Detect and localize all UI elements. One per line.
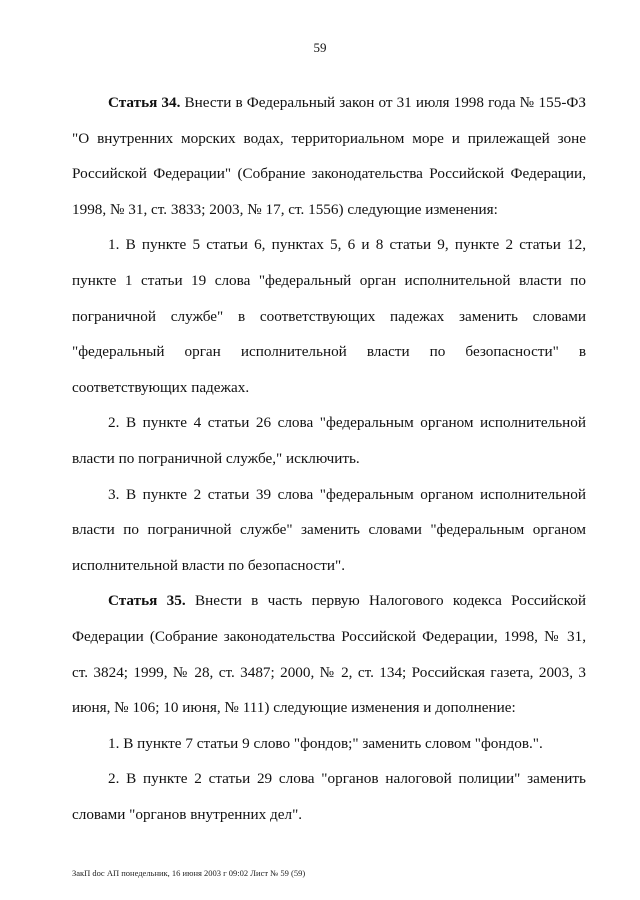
article-35-item-2-text: 2. В пункте 2 статьи 29 слова "органов налоговой полиции" заменить словами "органов внутренних дел". [72,770,586,823]
article-35-item-1-text: 1. В пункте 7 статьи 9 слово "фондов;" заменить словом "фондов.". [108,734,543,752]
article-35-item-1 [72,726,586,762]
article-34-item-1-text: 1. В пункте 5 статьи 6, пунктах 5, 6 и 8 статьи 9, пункте 2 статьи 12, пункте 1 статьи 19 слова "федеральный орган исполнительной власти по пограничной службе" в соответствующих падежах заменить словами "федеральный орган исполнительной власти по безопасности" в соответствующих падежах. [72,236,586,396]
article-34-label: Статья 34. [108,94,181,111]
article-35-text: Внести в часть первую Налогового кодекса Российской Федерации (Собрание законодательства Российской Федерации, 1998, № 31, ст. 3824; 1999, № 28, ст. 3487; 2000, № 2, ст. 134; Российская газета, 2003, 3 июня, № 106; 10 июня, № 111) следующие изменения и дополнение: [72,592,586,717]
page-number: 59 [313,40,327,55]
document-body [72,85,586,832]
article-34-item-3-text: 3. В пункте 2 статьи 39 слова "федеральным органом исполнительной власти по пограничной службе" заменить словами "федеральным органом исполнительной власти по безопасности". [72,485,586,574]
article-34-text: Внести в Федеральный закон от 31 июля 1998 года № 155-ФЗ "О внутренних морских водах, территориальном море и прилежащей зоне Российской Федерации" (Собрание законодательства Российской Федерации, 1998, № 31, ст. 3833; 2003, № 17, ст. 1556) следующие изменения: [72,94,586,218]
article-34-item-2-text: 2. В пункте 4 статьи 26 слова "федеральным органом исполнительной власти по пограничной службе," исключить. [72,414,586,467]
article-35-intro [72,583,586,725]
page-footer: ЗакП doc АП понедельник, 16 июня 2003 г 09:02 Лист № 59 (59) [72,868,306,878]
article-34-item-3 [72,477,586,584]
article-35-label: Статья 35. [108,592,186,610]
article-34-item-2 [72,405,586,476]
article-34-item-1 [72,227,586,405]
article-35-item-2 [72,761,586,832]
article-34-intro [72,85,586,227]
